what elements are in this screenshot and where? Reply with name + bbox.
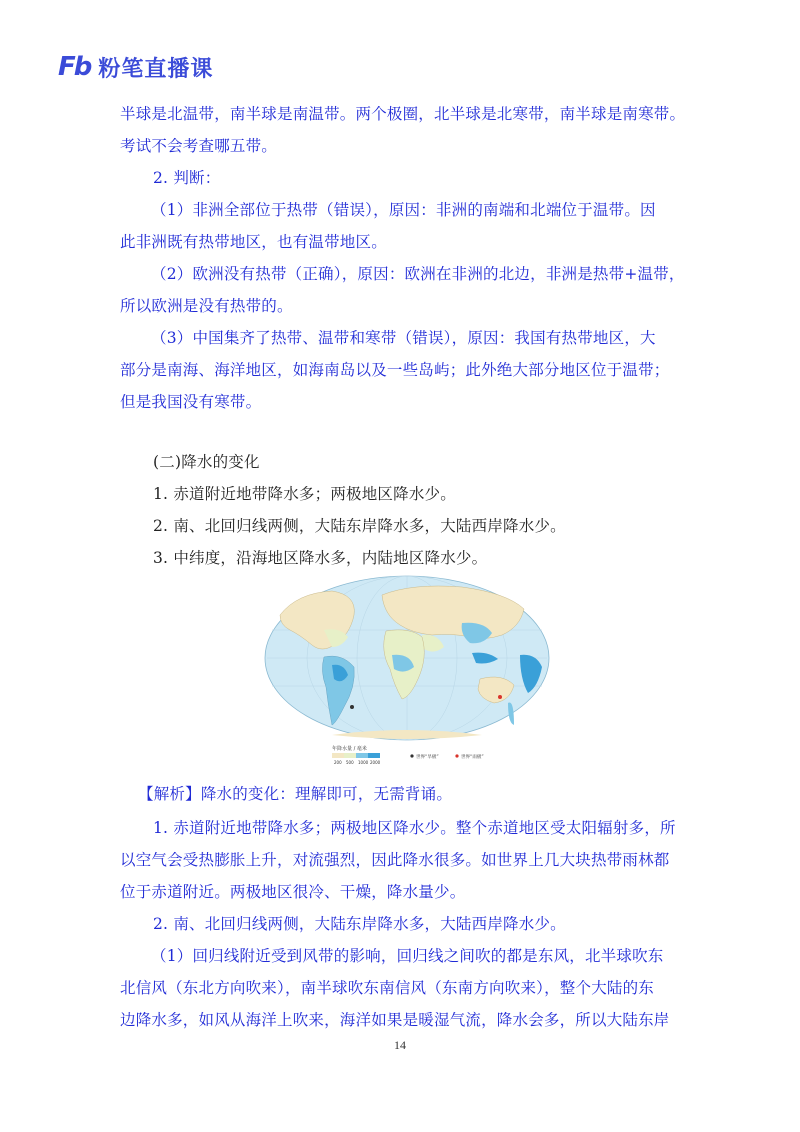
text-line: 北信风（东北方向吹来），南半球吹东南信风（东南方向吹来），整个大陆的东 [120, 979, 655, 997]
logo-mark: Fb [58, 52, 91, 82]
list-item: 1. 赤道附近地带降水多；两极地区降水少。 [153, 485, 456, 503]
section-heading: (二)降水的变化 [153, 453, 260, 471]
text-line: 边降水多，如风从海洋上吹来，海洋如果是暖湿气流，降水会多，所以大陆东岸 [120, 1011, 670, 1029]
logo-text: 粉笔直播课 [98, 56, 214, 82]
legend-tick: 2000 [370, 760, 381, 765]
text-line: 以空气会受热膨胀上升，对流强烈，因此降水很多。如世界上几大块热带雨林都 [120, 851, 670, 869]
dry-pole-marker [350, 705, 354, 709]
text-line: 此非洲既有热带地区，也有温带地区。 [120, 233, 387, 251]
list-item: 2. 南、北回归线两侧，大陆东岸降水多，大陆西岸降水少。 [153, 517, 566, 535]
text-line: （2）欧洲没有热带（正确），原因：欧洲在非洲的北边，非洲是热带+温带， [151, 265, 685, 283]
legend-tick: 1000 [358, 760, 369, 765]
fenbi-logo [58, 52, 213, 82]
text-line: （1）回归线附近受到风带的影响，回归线之间吹的都是东风，北半球吹东 [151, 947, 664, 965]
analysis-tag: 【解析】 [138, 785, 201, 803]
text-line: 2. 南、北回归线两侧，大陆东岸降水多，大陆西岸降水少。 [153, 915, 566, 933]
text-line: 部分是南海、海洋地区，如海南岛以及一些岛屿；此外绝大部分地区位于温带； [120, 361, 670, 379]
analysis-line [138, 784, 452, 804]
page-number: 14 [394, 1038, 406, 1052]
rain-pole-marker [498, 695, 502, 699]
text-line: 所以欧洲是没有热带的。 [120, 297, 293, 315]
text-line: 2. 判断： [153, 169, 221, 187]
text-line: 位于赤道附近。两极地区很冷、干燥，降水量少。 [120, 883, 466, 901]
legend-tick: 500 [346, 760, 354, 765]
legend-item: 世界“旱极” [416, 755, 439, 760]
text-line: （1）非洲全部位于热带（错误），原因：非洲的南端和北端位于温带。因 [151, 201, 656, 219]
map-legend [332, 745, 484, 765]
legend-tick: 200 [334, 760, 342, 765]
text-line: 1. 赤道附近地带降水多；两极地区降水少。整个赤道地区受太阳辐射多，所 [153, 819, 676, 837]
text-line: 半球是北温带，南半球是南温带。两个极圈，北半球是北寒带，南半球是南寒带。 [120, 105, 686, 123]
text-line: （3）中国集齐了热带、温带和寒带（错误），原因：我国有热带地区，大 [151, 329, 656, 347]
world-precipitation-map [262, 575, 552, 765]
legend-item: 世界“雨极” [461, 755, 484, 760]
legend-title: 年降水量 / 毫米 [332, 746, 367, 752]
text-line: 考试不会考查哪五带。 [120, 137, 278, 155]
list-item: 3. 中纬度，沿海地区降水多，内陆地区降水少。 [153, 549, 488, 567]
text-line: 但是我国没有寒带。 [120, 393, 262, 411]
analysis-text: 降水的变化：理解即可，无需背诵。 [200, 785, 453, 803]
